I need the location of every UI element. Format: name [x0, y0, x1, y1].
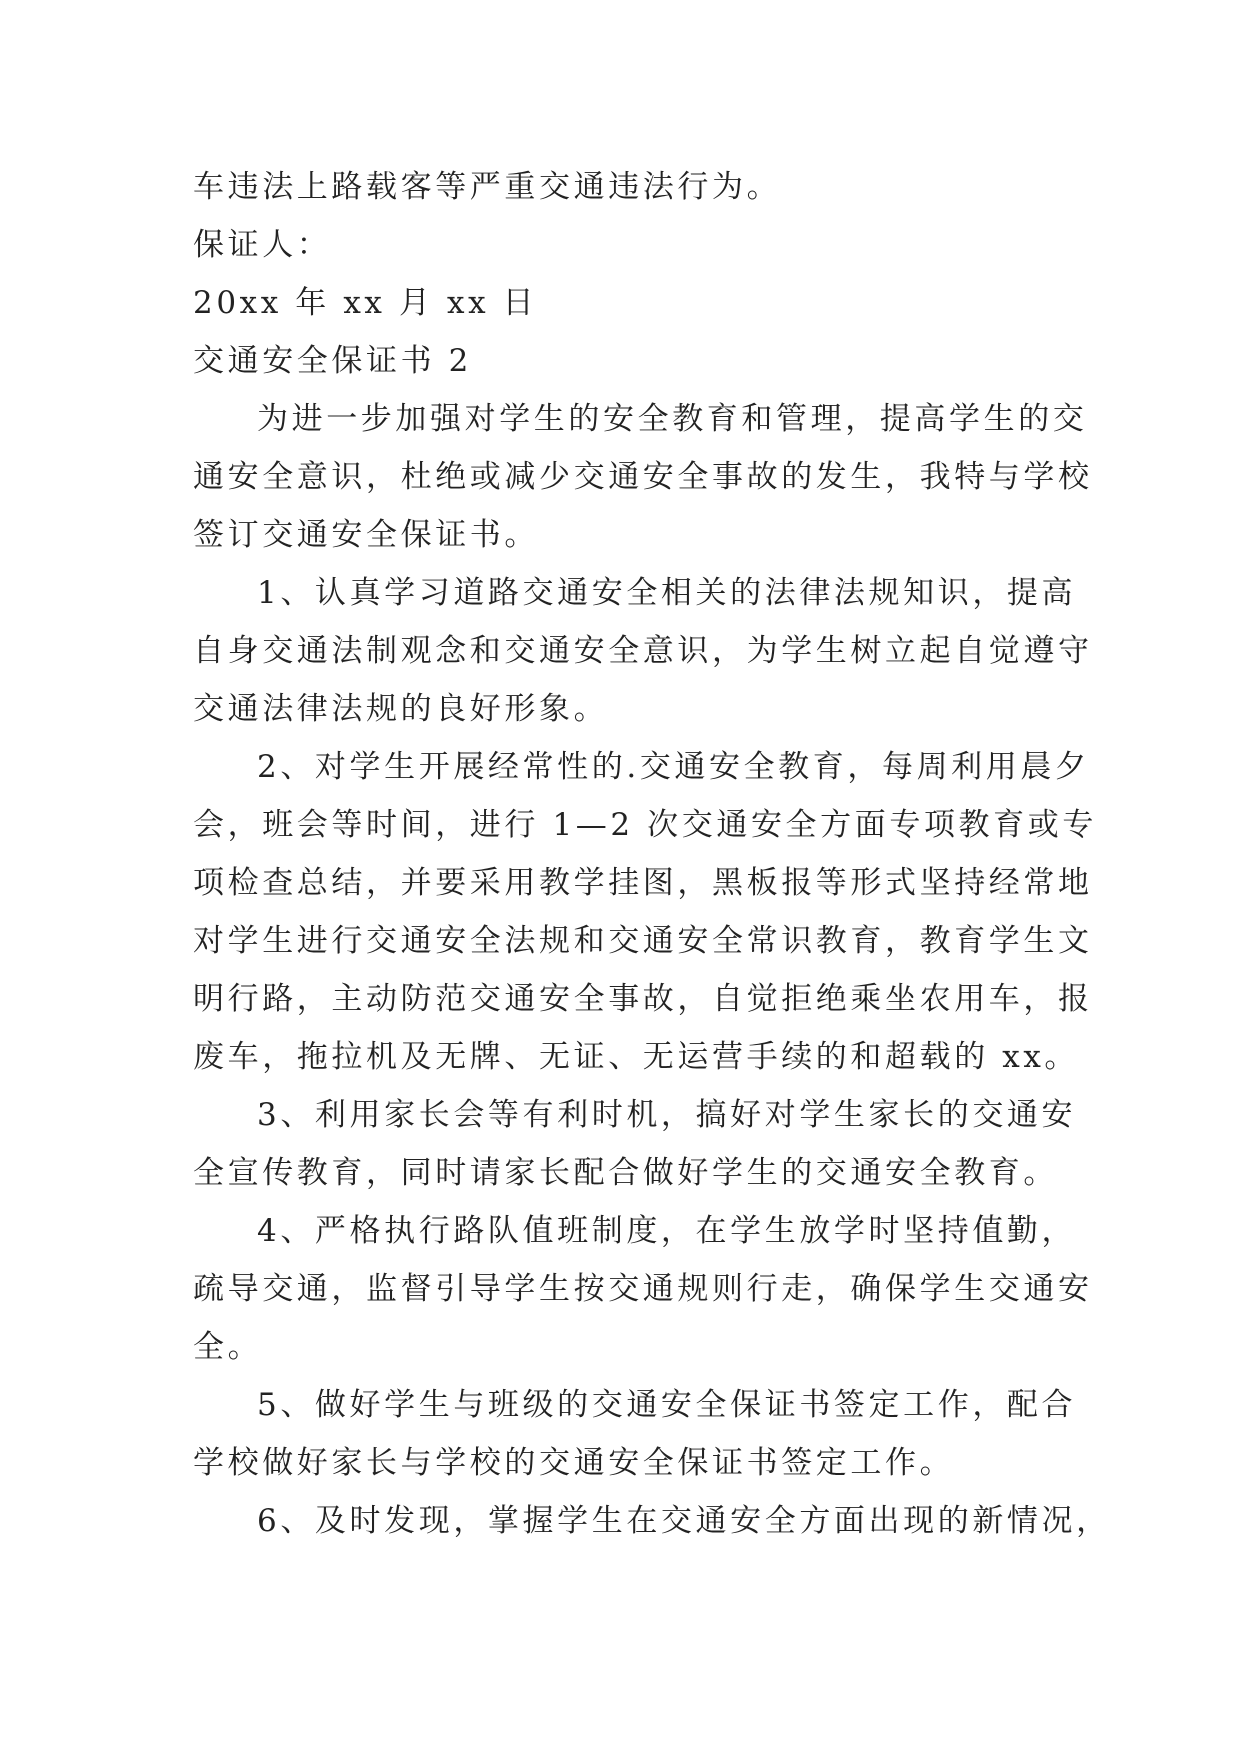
paragraph-item-1 — [193, 564, 1093, 738]
paragraph-item-5 — [193, 1376, 1077, 1492]
paragraph-item-3 — [193, 1086, 1077, 1202]
paragraph-item-2 — [193, 738, 1097, 1086]
text-line: 疏导交通，监督引导学生按交通规则行走，确保学生交通安 — [193, 1271, 1093, 1307]
text-line: 2、对学生开展经常性的.交通安全教育，每周利用晨夕 — [257, 749, 1090, 785]
text-line: 通安全意识，杜绝或减少交通安全事故的发生，我特与学校 — [193, 459, 1093, 495]
text-line: 会，班会等时间，进行 1—2 次交通安全方面专项教育或专 — [193, 807, 1097, 843]
text-line: 明行路，主动防范交通安全事故，自觉拒绝乘坐农用车，报 — [193, 981, 1093, 1017]
text-line: 4、严格执行路队值班制度，在学生放学时坚持值勤， — [257, 1213, 1077, 1249]
text-line: 学校做好家长与学校的交通安全保证书签定工作。 — [193, 1445, 955, 1481]
text-line: 签订交通安全保证书。 — [193, 517, 539, 553]
text-line: 6、及时发现，掌握学生在交通安全方面出现的新情况， — [257, 1503, 1111, 1539]
date-line: 20xx 年 xx 月 xx 日 — [193, 285, 538, 321]
section-title: 交通安全保证书 2 — [193, 343, 472, 379]
text-line: 5、做好学生与班级的交通安全保证书签定工作，配合 — [257, 1387, 1077, 1423]
text-line: 废车，拖拉机及无牌、无证、无运营手续的和超载的 xx。 — [193, 1039, 1080, 1075]
paragraph-item-6 — [193, 1492, 1111, 1550]
text-line: 1、认真学习道路交通安全相关的法律法规知识，提高 — [257, 575, 1077, 611]
text-line: 为进一步加强对学生的安全教育和管理，提高学生的交 — [257, 401, 1088, 437]
paragraph-item-4 — [193, 1202, 1093, 1376]
text-line: 3、利用家长会等有利时机，搞好对学生家长的交通安 — [257, 1097, 1077, 1133]
document-page — [193, 158, 1111, 1550]
text-line: 项检查总结，并要采用教学挂图，黑板报等形式坚持经常地 — [193, 865, 1093, 901]
text-line: 全。 — [193, 1329, 263, 1365]
paragraph-intro — [193, 390, 1093, 564]
text-line: 自身交通法制观念和交通安全意识，为学生树立起自觉遵守 — [193, 633, 1093, 669]
signer-label: 保证人： — [193, 227, 332, 263]
text-line: 车违法上路载客等严重交通违法行为。 — [193, 169, 782, 205]
text-line: 交通法律法规的良好形象。 — [193, 691, 609, 727]
text-line: 全宣传教育，同时请家长配合做好学生的交通安全教育。 — [193, 1155, 1058, 1191]
text-line: 对学生进行交通安全法规和交通安全常识教育，教育学生文 — [193, 923, 1093, 959]
